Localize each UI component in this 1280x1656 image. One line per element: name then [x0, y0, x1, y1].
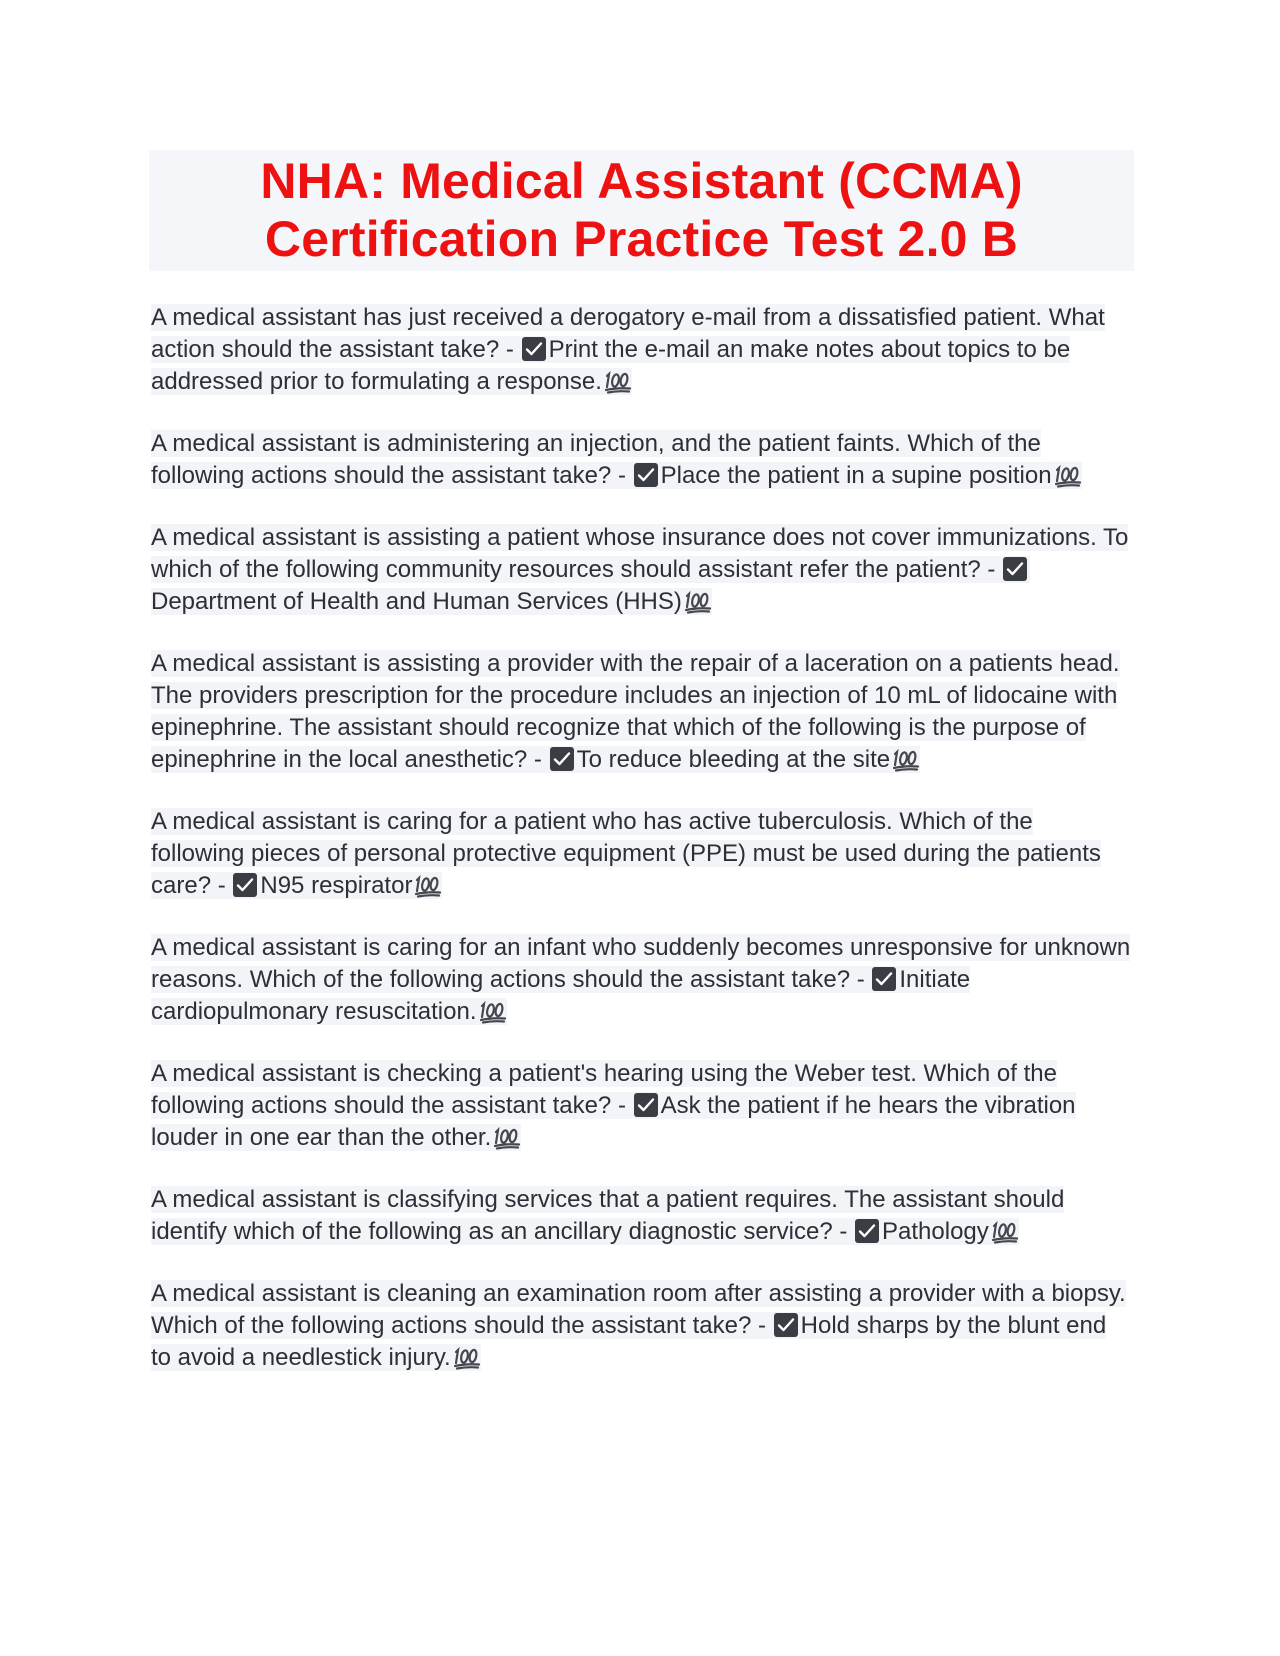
- check-mark-button-icon: [522, 337, 546, 361]
- hundred-points-icon: [453, 1344, 481, 1370]
- answer-text: Ask the patient if he hears the vibration louder in one ear than the other.: [151, 1092, 1076, 1151]
- question-item: [151, 1058, 1131, 1154]
- separator: -: [611, 1092, 633, 1119]
- check-mark-button-icon: [872, 967, 896, 991]
- answer-text: Initiate cardiopulmonary resuscitation.: [151, 966, 971, 1025]
- hundred-points-icon: [892, 746, 920, 772]
- separator: -: [611, 462, 633, 489]
- separator: -: [832, 1218, 855, 1245]
- separator: -: [850, 966, 872, 993]
- question-text: A medical assistant is cleaning an examination room after assisting a provider with a biopsy. Which of the following actions should the assistant take?: [151, 1280, 1126, 1339]
- question-item: [151, 806, 1131, 902]
- separator: -: [499, 336, 521, 363]
- hundred-points-icon: [414, 872, 442, 898]
- question-item: [151, 648, 1131, 776]
- answer-text: Pathology: [882, 1218, 989, 1245]
- question-block: [151, 524, 1128, 615]
- check-mark-button-icon: [233, 873, 257, 897]
- hundred-points-icon: [479, 998, 507, 1024]
- hundred-points-icon: [684, 588, 712, 614]
- answer-text: Print the e-mail an make notes about topics to be addressed prior to formulating a response.: [151, 336, 1071, 395]
- answer-text: Department of Health and Human Services (HHS): [151, 588, 682, 615]
- check-mark-button-icon: [634, 1093, 658, 1117]
- question-text: A medical assistant is administering an injection, and the patient faints. Which of the following actions should the assistant take?: [151, 430, 1041, 489]
- hundred-points-icon: [991, 1218, 1019, 1244]
- title-line-1: NHA: Medical Assistant (CCMA): [260, 153, 1023, 209]
- check-mark-button-icon: [550, 747, 574, 771]
- check-mark-button-icon: [1003, 557, 1027, 581]
- separator: -: [980, 556, 1003, 583]
- question-block: [151, 808, 1101, 899]
- question-text: A medical assistant is checking a patient's hearing using the Weber test. Which of the following actions should the assistant take?: [151, 1060, 1057, 1119]
- answer-text: Place the patient in a supine position: [660, 462, 1052, 489]
- hundred-points-icon: [1054, 462, 1082, 488]
- document-page: [149, 150, 1134, 1404]
- question-item: [151, 428, 1131, 492]
- check-mark-button-icon: [855, 1219, 879, 1243]
- answer-text: To reduce bleeding at the site: [576, 746, 891, 773]
- hundred-points-icon: [493, 1124, 521, 1150]
- separator: -: [751, 1312, 773, 1339]
- question-text: A medical assistant has just received a derogatory e-mail from a dissatisfied patient. What action should the assistant take?: [151, 304, 1105, 363]
- separator: -: [211, 872, 233, 899]
- check-mark-button-icon: [774, 1313, 798, 1337]
- question-item: [151, 1184, 1131, 1248]
- question-list: [149, 302, 1134, 1374]
- separator: -: [527, 746, 549, 773]
- question-text: A medical assistant is assisting a provider with the repair of a laceration on a patients head. The providers prescription for the procedure includes an injection of 10 mL of lidocaine with epinephrine. The assistant should recognize that which of the following is the purpose of epinephrine in the local anesthetic?: [151, 650, 1120, 773]
- question-block: [151, 1186, 1064, 1245]
- question-text: A medical assistant is caring for a patient who has active tuberculosis. Which of the following pieces of personal protective equipment (PPE) must be used during the patients care?: [151, 808, 1101, 899]
- answer-text: N95 respirator: [260, 872, 413, 899]
- title-line-2: Certification Practice Test 2.0 B: [264, 211, 1019, 267]
- question-text: A medical assistant is caring for an infant who suddenly becomes unresponsive for unknown reasons. Which of the following actions should the assistant take?: [151, 934, 1131, 993]
- question-item: [151, 522, 1131, 618]
- document-title: [149, 150, 1134, 271]
- question-block: [151, 304, 1105, 395]
- check-mark-button-icon: [634, 463, 658, 487]
- question-item: [151, 1278, 1131, 1374]
- question-item: [151, 302, 1131, 398]
- question-text: A medical assistant is assisting a patient whose insurance does not cover immunizations. To which of the following community resources should assistant refer the patient?: [151, 524, 1129, 583]
- question-block: [151, 934, 1130, 1025]
- question-text: A medical assistant is classifying services that a patient requires. The assistant should identify which of the following as an ancillary diagnostic service?: [151, 1186, 1065, 1245]
- hundred-points-icon: [604, 368, 632, 394]
- question-item: [151, 932, 1131, 1028]
- question-block: [151, 650, 1120, 773]
- question-block: [151, 430, 1082, 489]
- question-block: [151, 1280, 1126, 1371]
- answer-text: Hold sharps by the blunt end to avoid a needlestick injury.: [151, 1312, 1107, 1371]
- question-block: [151, 1060, 1076, 1151]
